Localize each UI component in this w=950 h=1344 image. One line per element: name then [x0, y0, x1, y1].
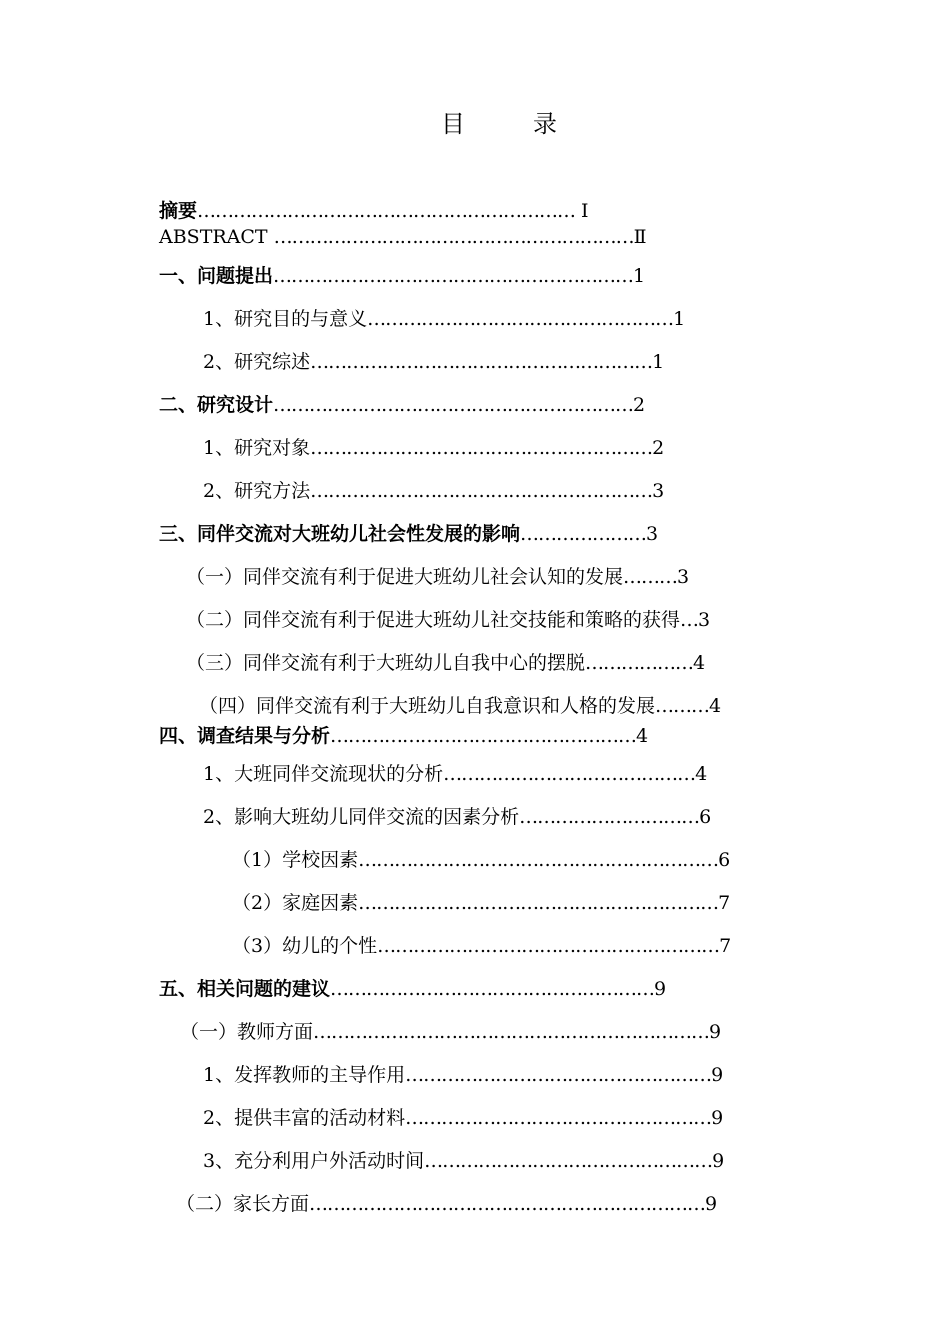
toc-entry[interactable] — [159, 393, 645, 417]
toc-entry-label: （2）家庭因素 — [232, 892, 359, 914]
toc-entry[interactable] — [203, 1149, 724, 1173]
toc-entry-page: Ⅰ — [575, 200, 589, 222]
toc-entry-page: 7 — [718, 892, 731, 914]
toc-entry-label: （四）同伴交流有利于大班幼儿自我意识和人格的发展 — [199, 695, 656, 717]
toc-entry[interactable] — [232, 891, 730, 915]
toc-entry-leader: ………………………………………………… — [310, 480, 653, 502]
toc-entry-page: 3 — [698, 609, 711, 631]
toc-entry-leader: …………………………………………… — [405, 1064, 712, 1086]
toc-entry-page: 2 — [633, 394, 646, 416]
toc-entry-leader: …………………………………………………… — [273, 265, 634, 287]
toc-entry-page: 4 — [709, 695, 722, 717]
toc-entry-label: ABSTRACT — [159, 226, 274, 248]
toc-entry-leader: …………………………………………………… — [273, 226, 634, 248]
toc-entry-label: 2、提供丰富的活动材料 — [203, 1107, 406, 1129]
toc-entry[interactable] — [203, 350, 664, 374]
toc-entry-page: 7 — [719, 935, 732, 957]
toc-entry-page: 6 — [718, 849, 731, 871]
toc-entry-leader: …………………………………………………… — [358, 849, 719, 871]
toc-entry-page: 1 — [673, 308, 686, 330]
toc-entry-leader: ………………………………………………… — [377, 935, 720, 957]
toc-entry[interactable] — [203, 762, 707, 786]
toc-entry[interactable] — [159, 724, 648, 748]
toc-entry-leader: ………………… — [520, 523, 647, 545]
toc-entry-page: 3 — [646, 523, 659, 545]
toc-entry[interactable] — [180, 1020, 721, 1044]
toc-entry-label: 2、研究方法 — [203, 480, 311, 502]
toc-entry[interactable] — [159, 225, 647, 249]
toc-entry-leader: …………………………………………………… — [358, 892, 719, 914]
toc-entry-label: （一）同伴交流有利于促进大班幼儿社会认知的发展 — [186, 566, 624, 588]
toc-entry-page: 9 — [711, 1064, 724, 1086]
toc-entry[interactable] — [203, 479, 664, 503]
toc-entry-label: 1、研究目的与意义 — [203, 308, 368, 330]
toc-entry-label: 1、大班同伴交流现状的分析 — [203, 763, 444, 785]
toc-entry-leader: ………………………………………………… — [310, 437, 653, 459]
toc-entry-label: 五、相关问题的建议 — [159, 978, 331, 1000]
toc-entry-leader: …………………………………………… — [367, 308, 674, 330]
toc-entry[interactable] — [186, 651, 705, 675]
toc-entry-page: 9 — [705, 1193, 718, 1215]
toc-entry-page: 4 — [693, 652, 706, 674]
toc-entry-page: 2 — [652, 437, 665, 459]
toc-entry-label: 1、研究对象 — [203, 437, 311, 459]
toc-entry-label: 摘要 — [159, 200, 198, 222]
toc-entry-leader: ………………………………………………… — [310, 351, 653, 373]
toc-entry-label: 2、研究综述 — [203, 351, 311, 373]
toc-entry-page: 6 — [699, 806, 712, 828]
toc-entry-page: Ⅱ — [633, 226, 647, 248]
toc-entry-label: （1）学校因素 — [232, 849, 359, 871]
toc-entry[interactable] — [199, 694, 721, 718]
toc-entry-label: （三）同伴交流有利于大班幼儿自我中心的摆脱 — [186, 652, 586, 674]
toc-entry-page: 3 — [677, 566, 690, 588]
toc-entry[interactable] — [203, 436, 664, 460]
toc-entry-label: 3、充分利用户外活动时间 — [203, 1150, 425, 1172]
toc-entry-leader: …………………………………………… — [330, 725, 637, 747]
toc-entry[interactable] — [203, 1106, 723, 1130]
toc-entry[interactable] — [203, 1063, 723, 1087]
toc-entry-label: （二）同伴交流有利于促进大班幼儿社交技能和策略的获得 — [186, 609, 681, 631]
toc-entry-label: 四、调查结果与分析 — [159, 725, 331, 747]
toc-entry[interactable] — [232, 934, 731, 958]
toc-entry-leader: … — [680, 609, 699, 631]
toc-entry-leader: …………………………………………… — [405, 1107, 712, 1129]
toc-entry-leader: ……………… — [585, 652, 694, 674]
toc-entry-leader: ………………………………………………………… — [309, 1193, 706, 1215]
toc-entry-page: 9 — [712, 1150, 725, 1172]
toc-entry-leader: …………………………………………………… — [273, 394, 634, 416]
toc-entry-page: 1 — [652, 351, 665, 373]
toc-entry[interactable] — [159, 199, 589, 223]
toc-entry-page: 4 — [636, 725, 649, 747]
toc-entry[interactable] — [159, 522, 658, 546]
toc-entry-label: 三、同伴交流对大班幼儿社会性发展的影响 — [159, 523, 521, 545]
toc-entry-leader: ……………………………………………… — [330, 978, 655, 1000]
toc-entry-label: （3）幼儿的个性 — [232, 935, 378, 957]
toc-entry-page: 3 — [652, 480, 665, 502]
toc-entry-leader: …………………………………… — [443, 763, 696, 785]
toc-entry-leader: ……… — [655, 695, 710, 717]
toc-entry-label: （一）教师方面 — [180, 1021, 314, 1043]
toc-entry-page: 9 — [711, 1107, 724, 1129]
toc-entry[interactable] — [203, 805, 711, 829]
toc-entry-label: 1、发挥教师的主导作用 — [203, 1064, 406, 1086]
toc-entry[interactable] — [176, 1192, 717, 1216]
toc-entry[interactable] — [186, 608, 710, 632]
toc-entry[interactable] — [203, 307, 685, 331]
toc-entry-leader: ………………………… — [519, 806, 700, 828]
toc-entry[interactable] — [159, 264, 645, 288]
toc-entry-page: 9 — [709, 1021, 722, 1043]
toc-entry[interactable] — [186, 565, 689, 589]
toc-entry[interactable] — [159, 977, 666, 1001]
toc-entry[interactable] — [232, 848, 730, 872]
toc-entry-leader: ………………………………………………………… — [313, 1021, 710, 1043]
toc-entry-leader: ………………………………………… — [424, 1150, 713, 1172]
page-title: 目 录 — [441, 110, 579, 138]
toc-entry-label: 二、研究设计 — [159, 394, 274, 416]
toc-entry-page: 4 — [695, 763, 708, 785]
toc-entry-label: 2、影响大班幼儿同伴交流的因素分析 — [203, 806, 520, 828]
toc-entry-leader: ……… — [623, 566, 678, 588]
toc-entry-page: 9 — [654, 978, 667, 1000]
toc-entry-label: （二）家长方面 — [176, 1193, 310, 1215]
toc-entry-leader: ……………………………………………………… — [197, 200, 576, 222]
toc-entry-page: 1 — [633, 265, 646, 287]
toc-entry-label: 一、问题提出 — [159, 265, 274, 287]
